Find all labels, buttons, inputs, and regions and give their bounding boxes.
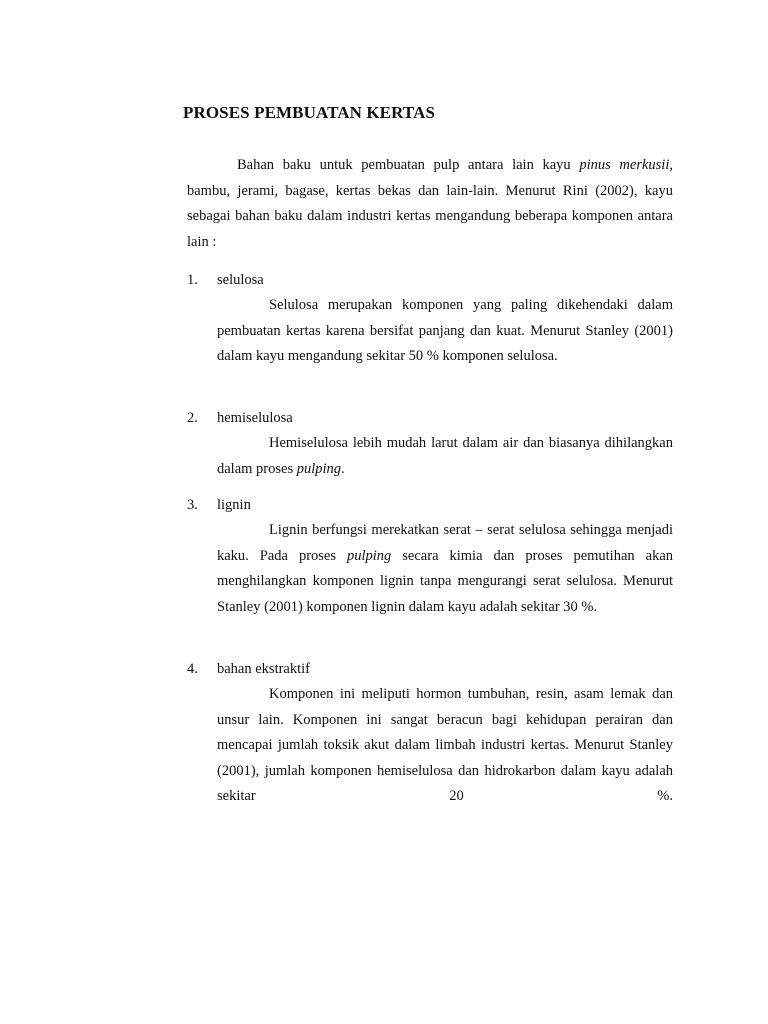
body-text-a: Hemiselulosa lebih mudah larut dalam air dan biasanya dihilangkan dalam proses	[217, 435, 673, 477]
list-item-heading: hemiselulosa	[217, 410, 293, 426]
list-item-number: 4.	[187, 661, 198, 677]
body-text-b: .	[341, 460, 345, 477]
body-italic-term: pulping	[296, 460, 342, 477]
list-item-body	[217, 431, 673, 482]
list-item-number: 1.	[187, 272, 198, 288]
list-item-number: 3.	[187, 497, 198, 513]
list-item-body	[217, 518, 673, 620]
intro-italic-term: pinus merkusii	[579, 157, 670, 173]
body-text-b: secara kimia dan proses pemutihan akan menghilangkan komponen lignin tanpa mengurangi serat selulosa. Menurut Stanley (2001) komponen lignin dalam kayu adalah sekitar 30 %.	[217, 547, 673, 615]
intro-text-b: , bambu, jerami, bagase, kertas bekas dan lain-lain. Menurut Rini (2002), kayu sebagai bahan baku dalam industri kertas mengandung beberapa komponen antara lain :	[187, 157, 673, 250]
intro-text-a: Bahan baku untuk pembuatan pulp antara lain kayu	[237, 157, 580, 173]
list-item-heading: lignin	[217, 497, 251, 513]
list-item-body: Selulosa merupakan komponen yang paling dikehendaki dalam pembuatan kertas karena bersifat panjang dan kuat. Menurut Stanley (2001) dalam kayu mengandung sekitar 50 % komponen selulosa.	[217, 297, 673, 364]
body-text-a: Lignin berfungsi merekatkan serat – serat selulosa sehingga menjadi kaku. Pada proses	[217, 522, 673, 564]
list-item-body: Komponen ini meliputi hormon tumbuhan, resin, asam lemak dan unsur lain. Komponen ini sangat beracun bagi kehidupan perairan dan mencapai jumlah toksik akut dalam limbah industri kertas. Menurut Stanley (2001), jumlah komponen hemiselulosa dan hidrokarbon dalam kayu adalah sekitar 20 %.	[217, 686, 673, 804]
list-item-number: 2.	[187, 410, 198, 426]
body-italic-term: pulping	[347, 547, 392, 564]
list-item-heading: bahan ekstraktif	[217, 661, 311, 677]
page-title: PROSES PEMBUATAN KERTAS	[183, 103, 436, 122]
intro-paragraph	[187, 153, 673, 255]
list-item-heading: selulosa	[217, 272, 264, 288]
